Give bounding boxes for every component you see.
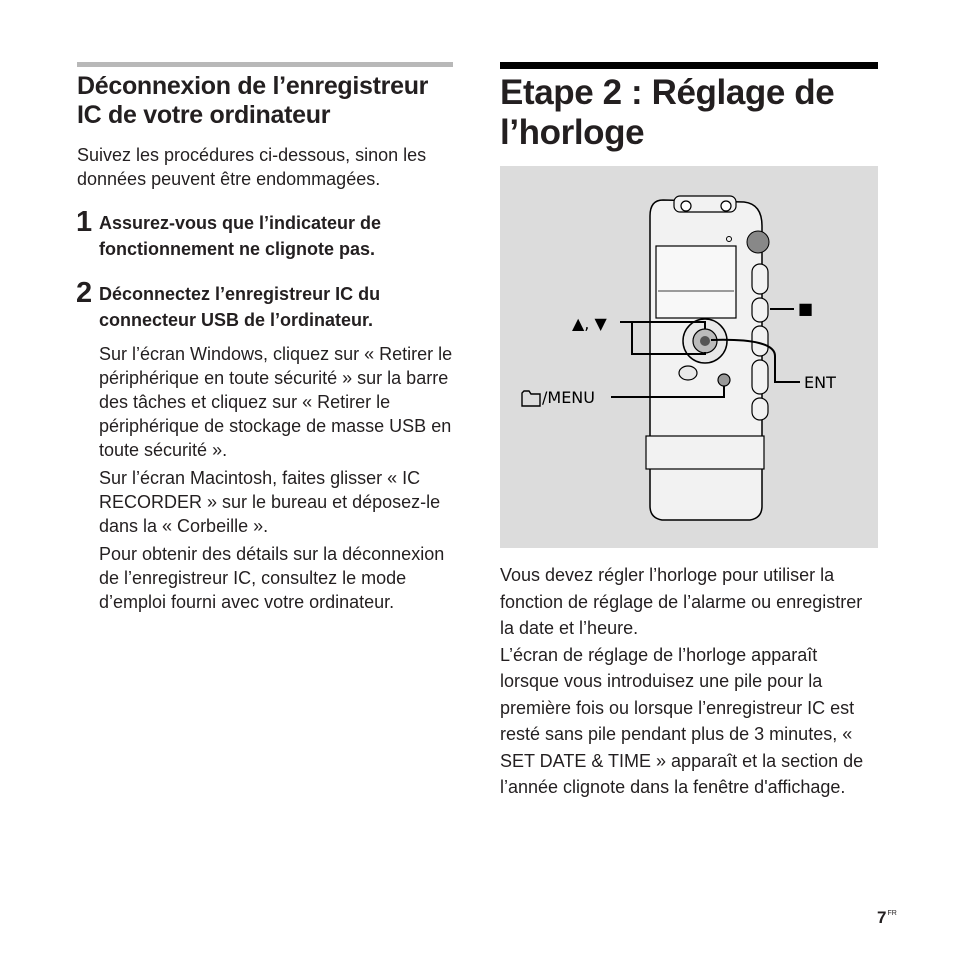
left-heading-rule — [77, 62, 453, 67]
side-button — [752, 360, 768, 394]
step-title: Déconnectez l’enregistreur IC du connecteur USB de l’ordinateur. — [99, 284, 381, 330]
step-title: Assurez-vous que l’indicateur de fonctionnement ne clignote pas. — [99, 213, 382, 259]
step-1 — [76, 206, 453, 262]
right-paragraph: L’écran de réglage de l’horloge apparaît lorsque vous introduisez une pile pour la première fois ou lorsque l’enregistreur IC est resté sans pile pendant plus de 3 minutes, « SET DATE & TIME » apparaît et la section de l’année clignote dans la fenêtre d'affichage. — [500, 644, 864, 797]
page-language: FR — [887, 910, 897, 917]
stop-label: ■ — [798, 299, 814, 318]
page-number-value: 7 — [877, 908, 887, 927]
right-heading-rule — [500, 62, 878, 69]
step-paragraph: Pour obtenir des détails sur la déconnexion de l’enregistreur IC, consultez le mode d’emploi fourni avec votre ordinateur. — [99, 544, 445, 612]
right-paragraph: Vous devez régler l’horloge pour utiliser la fonction de réglage de l’alarme ou enregistrer la date et l’heure. — [500, 565, 863, 638]
body-band — [646, 436, 764, 469]
step-paragraph: Sur l’écran Macintosh, faites glisser « IC RECORDER » sur le bureau et déposez-le dans la « Corbeille ». — [99, 468, 441, 536]
step-number: 1 — [76, 206, 93, 238]
right-column — [500, 62, 878, 797]
recorder-illustration — [500, 166, 878, 548]
ent-center — [700, 336, 710, 346]
step-number: 2 — [76, 277, 93, 309]
side-button — [752, 398, 768, 420]
updown-label: ▲, ▼ — [572, 314, 607, 333]
page-number — [877, 908, 897, 928]
right-body — [500, 562, 878, 801]
folder-icon — [522, 391, 540, 406]
play-button — [679, 366, 697, 380]
microphone-icon — [747, 231, 769, 253]
stop-button — [752, 298, 768, 322]
mic-jack-icon — [681, 201, 691, 211]
menu-button — [718, 374, 730, 386]
step-2 — [76, 277, 453, 614]
recorder-drawing — [500, 166, 878, 548]
left-heading: Déconnexion de l’enregistreur IC de votre ordinateur — [77, 72, 429, 129]
step-paragraph: Sur l’écran Windows, cliquez sur « Retirer le périphérique en toute sécurité » sur la barre des tâches et cliquez sur « Retirer le périphérique de stockage de masse USB en toute sécurité ». — [99, 344, 453, 460]
menu-label: /MENU — [542, 388, 595, 407]
ent-label: ENT — [804, 373, 836, 392]
headphone-jack-icon — [721, 201, 731, 211]
display-window — [656, 246, 736, 318]
right-heading: Etape 2 : Réglage de l’horloge — [500, 73, 835, 152]
side-button — [752, 264, 768, 294]
left-column — [77, 62, 453, 614]
intro-text: Suivez les procédures ci-dessous, sinon les données peuvent être endommagées. — [77, 145, 427, 189]
